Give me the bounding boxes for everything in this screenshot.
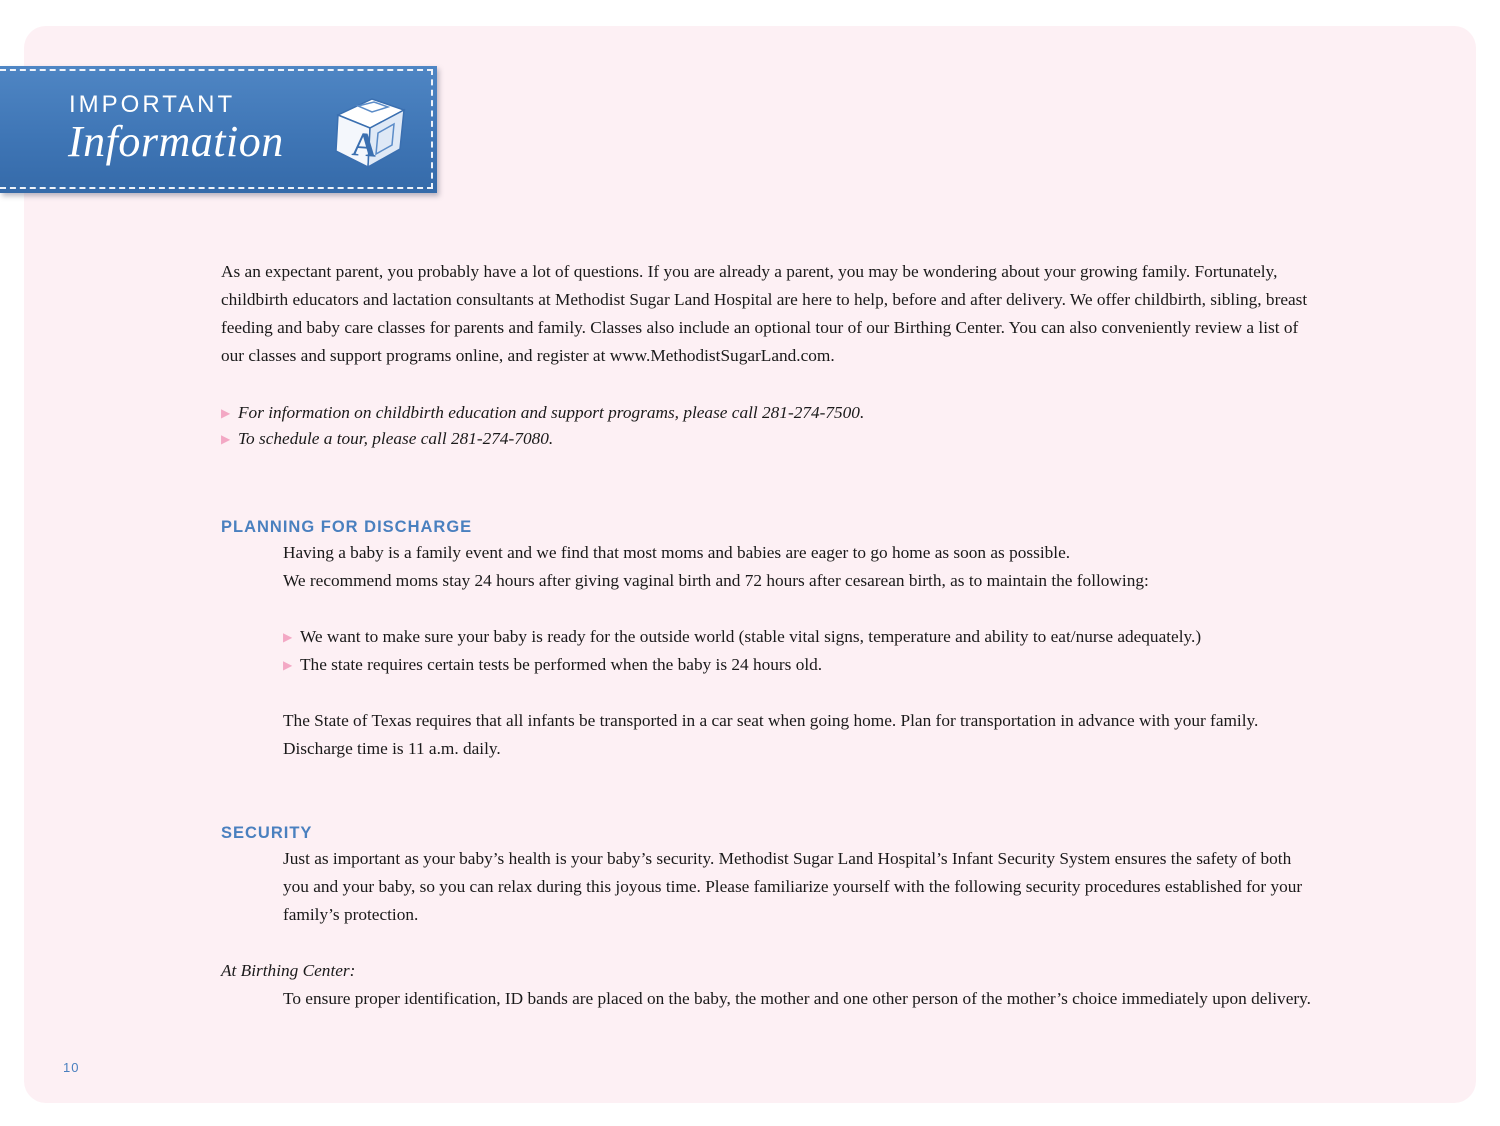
list-item-text: The state requires certain tests be performed when the baby is 24 hours old.	[300, 655, 823, 674]
transport-paragraph: The State of Texas requires that all infants be transported in a car seat when going home. Plan for transportation in advance with your family. Discharge time is 11 a.m. daily.	[283, 711, 1259, 758]
security-paragraph: Just as important as your baby’s health is your baby’s security. Methodist Sugar Land Hospital’s Infant Security System ensures the safety of both you and your baby, so you can relax during this joyous time. Please familiarize yourself with the following security procedures established for your family’s protection.	[283, 849, 1303, 924]
security-body	[221, 845, 1311, 929]
list-item	[283, 623, 1311, 651]
planning-line: Having a baby is a family event and we find that most moms and babies are eager to go home as soon as possible.	[283, 543, 1071, 562]
triangle-bullet-icon: ▶	[283, 658, 293, 672]
triangle-bullet-icon: ▶	[221, 432, 231, 446]
birthing-center-paragraph: To ensure proper identification, ID bands are placed on the baby, the mother and one other person of the mother’s choice immediately upon delivery.	[283, 989, 1311, 1008]
list-item-text: We want to make sure your baby is ready for the outside world (stable vital signs, temperature and ability to eat/nurse adequately.)	[300, 627, 1202, 646]
main-content	[221, 258, 1311, 1013]
triangle-bullet-icon: ▶	[283, 630, 293, 644]
planning-body	[221, 539, 1311, 763]
banner-eyebrow: IMPORTANT	[69, 91, 236, 118]
page-number: 10	[63, 1060, 80, 1075]
planning-list	[283, 623, 1311, 679]
triangle-bullet-icon: ▶	[221, 406, 231, 420]
birthing-center-body	[221, 985, 1311, 1013]
section-heading-planning: PLANNING FOR DISCHARGE	[221, 518, 473, 536]
security-subheading: At Birthing Center:	[221, 961, 356, 980]
list-item	[283, 651, 1311, 679]
alphabet-block-icon	[332, 93, 406, 169]
planning-line: We recommend moms stay 24 hours after giving vaginal birth and 72 hours after cesarean birth, as to maintain the following:	[283, 571, 1149, 590]
section-heading-security: SECURITY	[221, 824, 313, 842]
intro-paragraph: As an expectant parent, you probably have a lot of questions. If you are already a parent, you may be wondering about your growing family. Fortunately, childbirth educators and lactation consultants at Methodist Sugar Land Hospital are here to help, before and after delivery. We offer childbirth, sibling, breast feeding and baby care classes for parents and family. Classes also include an optional tour of our Birthing Center. You can also conveniently review a list of our classes and support programs online, and register at www.MethodistSugarLand.com.	[221, 262, 1308, 365]
list-item-text: To schedule a tour, please call 281-274-7080.	[238, 429, 554, 448]
block-letter: A	[350, 126, 378, 165]
banner-title: Information	[68, 117, 284, 166]
intro-contact-list	[221, 400, 1311, 452]
list-item	[221, 426, 1311, 452]
list-item-text: For information on childbirth education and support programs, please call 281-274-7500.	[238, 403, 865, 422]
list-item	[221, 400, 1311, 426]
